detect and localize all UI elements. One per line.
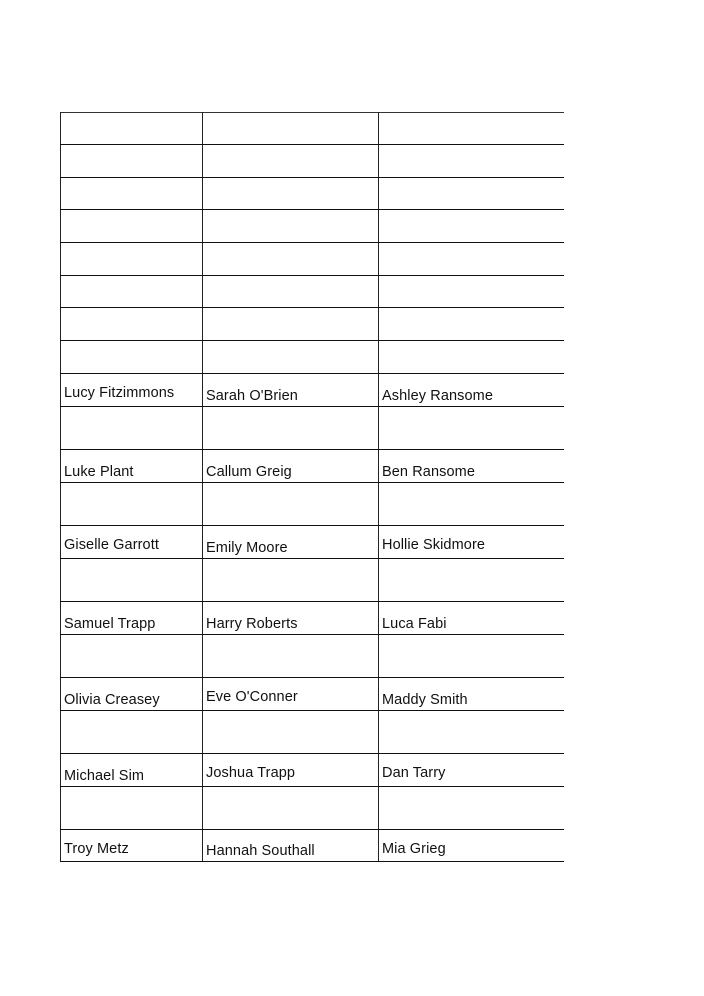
table-cell — [203, 754, 379, 786]
table-cell — [60, 407, 203, 449]
table-cell — [60, 112, 203, 144]
table-row — [60, 407, 564, 450]
table-cell — [60, 243, 203, 275]
table-cell — [379, 526, 564, 558]
table-cell — [203, 112, 379, 144]
table-cell — [379, 602, 564, 634]
spreadsheet-table — [60, 112, 564, 862]
table-cell — [60, 787, 203, 829]
cell-text: Maddy Smith — [382, 692, 468, 708]
table-row — [60, 787, 564, 830]
cell-text: Giselle Garrott — [64, 537, 159, 553]
table-cell — [379, 635, 564, 677]
table-cell — [379, 754, 564, 786]
cell-text: Harry Roberts — [206, 616, 298, 632]
table-cell — [379, 374, 564, 406]
cell-text: Dan Tarry — [382, 765, 446, 781]
table-cell — [60, 145, 203, 177]
table-cell — [379, 243, 564, 275]
table-cell — [203, 830, 379, 861]
table-cell — [60, 210, 203, 242]
cell-text: Callum Greig — [206, 464, 292, 480]
table-cell — [60, 678, 203, 710]
table-row — [60, 754, 564, 787]
table-row — [60, 830, 564, 862]
cell-text: Joshua Trapp — [206, 765, 296, 781]
table-cell — [60, 559, 203, 601]
table-cell — [60, 374, 203, 406]
table-cell — [203, 787, 379, 829]
cell-text: Olivia Creasey — [64, 692, 160, 708]
table-cell — [60, 308, 203, 340]
table-cell — [379, 711, 564, 753]
cell-text: Ashley Ransome — [382, 388, 494, 404]
table-cell — [379, 559, 564, 601]
table-cell — [379, 276, 564, 307]
table-cell — [203, 678, 379, 710]
table-row — [60, 341, 564, 374]
table-row — [60, 112, 564, 145]
table-row — [60, 374, 564, 407]
table-cell — [379, 830, 564, 861]
table-cell — [379, 450, 564, 482]
cell-text: Eve O'Conner — [206, 689, 298, 705]
table-cell — [379, 178, 564, 209]
table-row — [60, 243, 564, 276]
table-row — [60, 711, 564, 754]
table-cell — [203, 210, 379, 242]
table-row — [60, 308, 564, 341]
table-cell — [203, 407, 379, 449]
table-row — [60, 635, 564, 678]
table-cell — [379, 145, 564, 177]
cell-text: Ben Ransome — [382, 464, 475, 480]
table-row — [60, 276, 564, 308]
table-row — [60, 145, 564, 178]
table-cell — [379, 678, 564, 710]
cell-text: Lucy Fitzimmons — [64, 385, 175, 401]
table-row — [60, 526, 564, 559]
table-cell — [379, 787, 564, 829]
table-cell — [203, 276, 379, 307]
table-cell — [203, 602, 379, 634]
table-cell — [60, 635, 203, 677]
table-cell — [379, 483, 564, 525]
table-cell — [379, 308, 564, 340]
table-cell — [203, 635, 379, 677]
table-cell — [60, 450, 203, 482]
cell-text: Luca Fabi — [382, 616, 447, 632]
cell-text: Hannah Southall — [206, 843, 315, 859]
table-cell — [60, 341, 203, 373]
table-cell — [203, 341, 379, 373]
table-row — [60, 450, 564, 483]
table-cell — [203, 450, 379, 482]
table-row — [60, 483, 564, 526]
table-cell — [379, 112, 564, 144]
cell-text: Troy Metz — [64, 841, 129, 857]
cell-text: Sarah O'Brien — [206, 388, 298, 404]
table-cell — [60, 483, 203, 525]
cell-text: Michael Sim — [64, 768, 145, 784]
cell-text: Samuel Trapp — [64, 616, 156, 632]
table-cell — [203, 483, 379, 525]
table-cell — [60, 711, 203, 753]
table-cell — [60, 602, 203, 634]
table-row — [60, 210, 564, 243]
table-cell — [203, 526, 379, 558]
table-cell — [203, 145, 379, 177]
table-row — [60, 678, 564, 711]
table-cell — [203, 178, 379, 209]
cell-text: Emily Moore — [206, 540, 288, 556]
table-row — [60, 559, 564, 602]
table-cell — [60, 526, 203, 558]
table-cell — [60, 276, 203, 307]
table-cell — [379, 407, 564, 449]
table-cell — [60, 754, 203, 786]
cell-text: Mia Grieg — [382, 841, 446, 857]
table-cell — [203, 308, 379, 340]
table-cell — [203, 374, 379, 406]
table-row — [60, 602, 564, 635]
table-cell — [60, 830, 203, 861]
table-cell — [60, 178, 203, 209]
cell-text: Hollie Skidmore — [382, 537, 486, 553]
table-cell — [379, 341, 564, 373]
cell-text: Luke Plant — [64, 464, 134, 480]
table-cell — [203, 711, 379, 753]
table-cell — [379, 210, 564, 242]
table-cell — [203, 559, 379, 601]
table-row — [60, 178, 564, 210]
table-cell — [203, 243, 379, 275]
